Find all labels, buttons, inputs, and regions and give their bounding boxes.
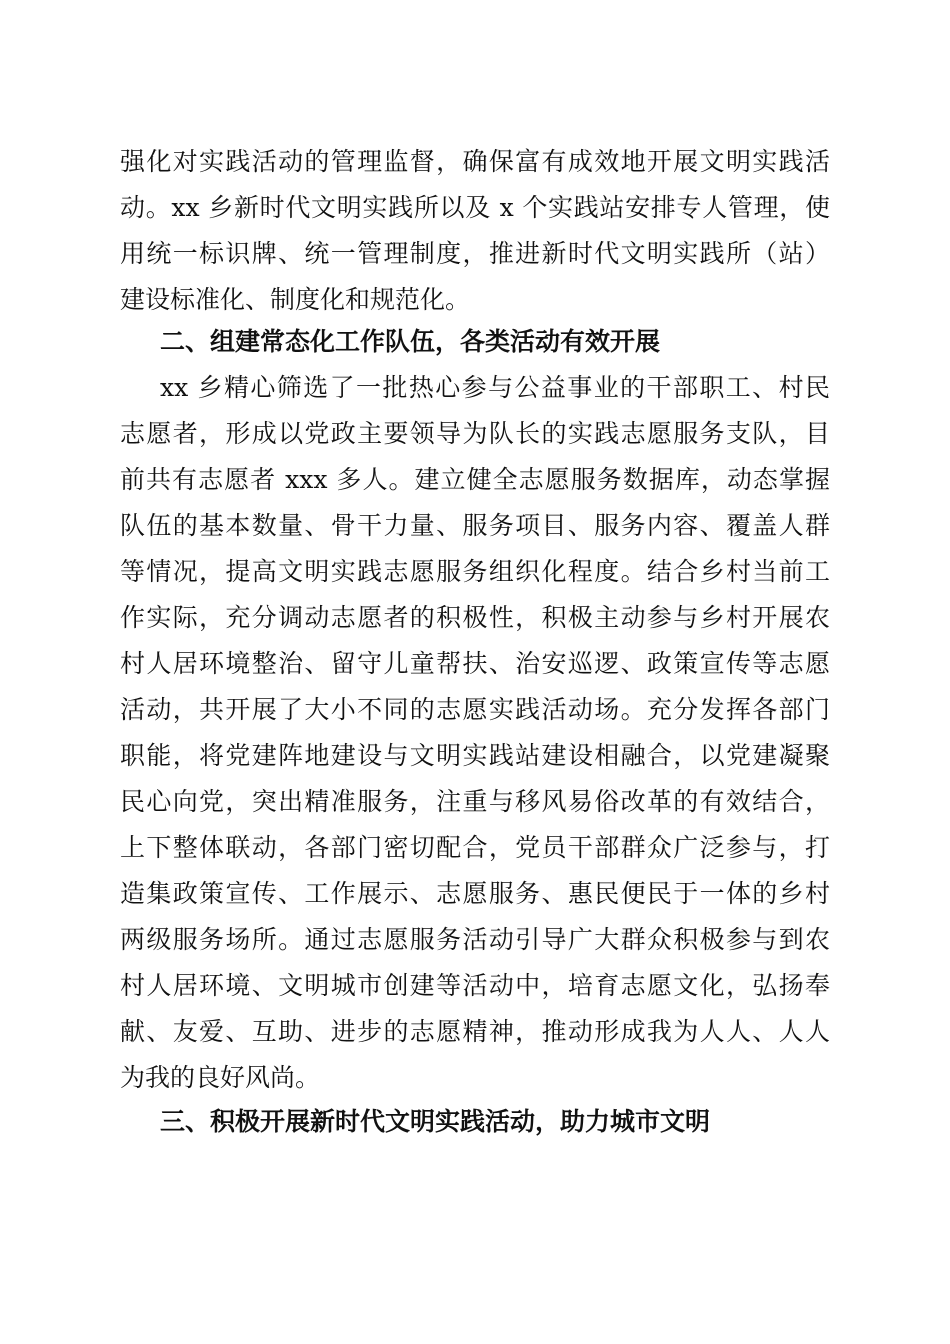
paragraph-line: 志愿者，形成以党政主要领导为队长的实践志愿服务支队，目: [120, 419, 830, 448]
paragraph-line: 强化对实践活动的管理监督，确保富有成效地开展文明实践活: [120, 147, 830, 176]
paragraph-line: 村人居环境、文明城市创建等活动中，培育志愿文化，弘扬奉: [120, 971, 830, 1000]
paragraph-line: 动。xx 乡新时代文明实践所以及 x 个实践站安排专人管理，使: [120, 193, 830, 222]
paragraph-line: 前共有志愿者 xxx 多人。建立健全志愿服务数据库，动态掌握: [120, 465, 830, 494]
paragraph-line: 村人居环境整治、留守儿童帮扶、治安巡逻、政策宣传等志愿: [120, 649, 830, 678]
paragraph-line: 上下整体联动，各部门密切配合，党员干部群众广泛参与，打: [120, 833, 830, 862]
paragraph-line: 造集政策宣传、工作展示、志愿服务、惠民便民于一体的乡村: [120, 879, 830, 908]
paragraph-line: 职能，将党建阵地建设与文明实践站建设相融合，以党建凝聚: [120, 741, 830, 770]
paragraph-line: 作实际，充分调动志愿者的积极性，积极主动参与乡村开展农: [120, 603, 830, 632]
paragraph-line: 民心向党，突出精准服务，注重与移风易俗改革的有效结合，: [120, 787, 830, 816]
section-heading: 二、组建常态化工作队伍，各类活动有效开展: [160, 327, 661, 356]
paragraph-line: 献、友爱、互助、进步的志愿精神，推动形成我为人人、人人: [120, 1017, 830, 1046]
paragraph-line: xx 乡精心筛选了一批热心参与公益事业的干部职工、村民: [160, 373, 830, 402]
paragraph-line: 队伍的基本数量、骨干力量、服务项目、服务内容、覆盖人群: [120, 511, 830, 540]
paragraph-line: 两级服务场所。通过志愿服务活动引导广大群众积极参与到农: [120, 925, 830, 954]
section-heading: 三、积极开展新时代文明实践活动，助力城市文明: [160, 1107, 711, 1136]
paragraph-line: 等情况，提高文明实践志愿服务组织化程度。结合乡村当前工: [120, 557, 830, 586]
paragraph-line: 活动，共开展了大小不同的志愿实践活动场。充分发挥各部门: [120, 695, 830, 724]
paragraph-line: 为我的良好风尚。: [120, 1063, 321, 1092]
paragraph-line: 建设标准化、制度化和规范化。: [120, 285, 471, 314]
paragraph-line: 用统一标识牌、统一管理制度，推进新时代文明实践所（站）: [120, 239, 830, 268]
